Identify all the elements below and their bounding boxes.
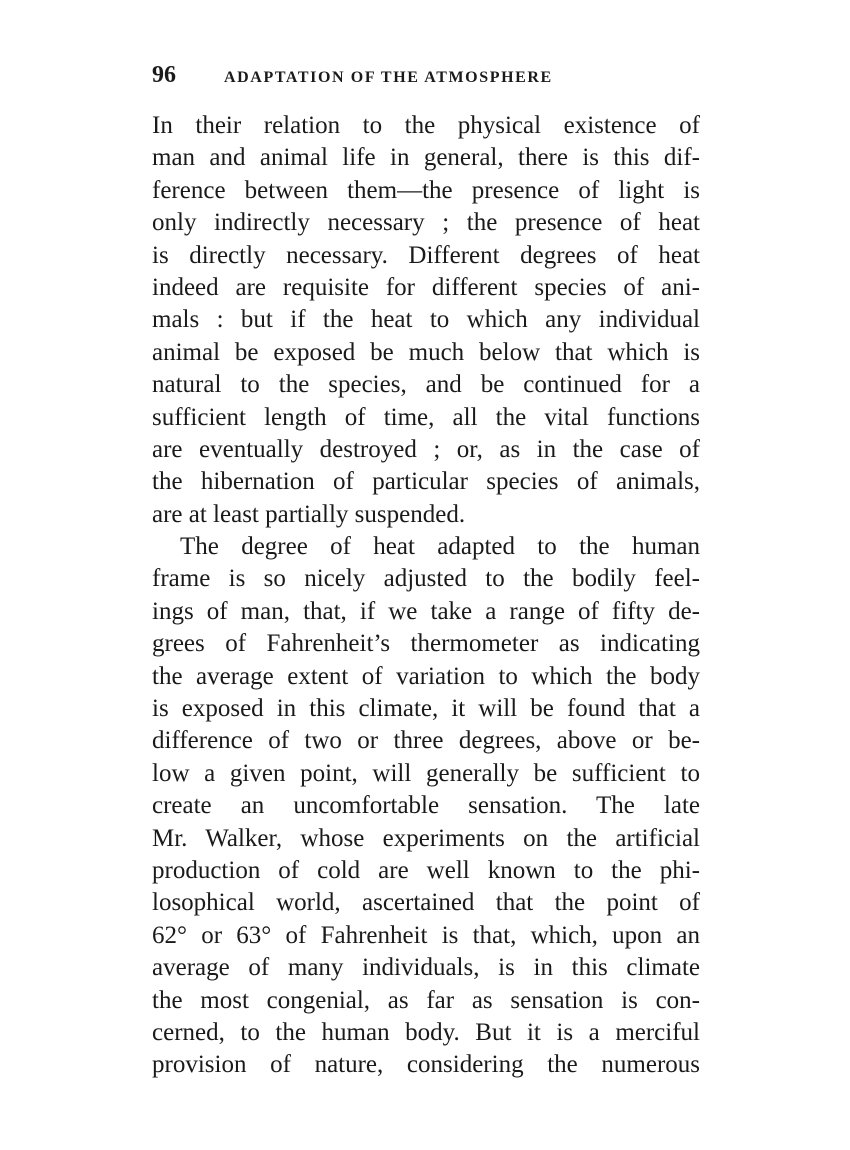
text-line: the most congenial, as far as sensation is con- bbox=[152, 986, 700, 1014]
paragraph-1 bbox=[152, 110, 700, 531]
text-line: low a given point, will generally be sufficient to bbox=[152, 759, 700, 787]
book-page bbox=[152, 62, 700, 1082]
text-line: Mr. Walker, whose experiments on the artificial bbox=[152, 824, 700, 852]
text-line: production of cold are well known to the phi- bbox=[152, 856, 700, 884]
text-line: man and animal life in general, there is this dif- bbox=[152, 144, 700, 172]
text-line: difference of two or three degrees, above or be- bbox=[152, 727, 700, 755]
text-line: create an uncomfortable sensation. The late bbox=[152, 792, 700, 820]
text-line: is exposed in this climate, it will be found that a bbox=[152, 695, 700, 723]
text-line: ings of man, that, if we take a range of fifty de- bbox=[152, 597, 700, 625]
text-line: the average extent of variation to which the body bbox=[152, 662, 700, 690]
text-line: frame is so nicely adjusted to the bodily feel- bbox=[152, 565, 700, 593]
text-line: are eventually destroyed ; or, as in the case of bbox=[152, 435, 700, 463]
text-line: The degree of heat adapted to the human bbox=[180, 533, 700, 561]
text-line: only indirectly necessary ; the presence of heat bbox=[152, 209, 700, 237]
text-line: cerned, to the human body. But it is a merciful bbox=[152, 1018, 700, 1046]
text-line: are at least partially suspended. bbox=[152, 500, 466, 528]
paragraph-2 bbox=[152, 531, 700, 1082]
text-line: indeed are requisite for different species of ani- bbox=[152, 273, 700, 301]
text-line: sufficient length of time, all the vital functions bbox=[152, 403, 700, 431]
text-line: In their relation to the physical existence of bbox=[152, 112, 700, 139]
text-line: average of many individuals, is in this climate bbox=[152, 954, 700, 982]
text-line: grees of Fahrenheit’s thermometer as indicating bbox=[152, 630, 700, 658]
text-line: provision of nature, considering the numerous bbox=[152, 1051, 700, 1079]
text-line: ference between them—the presence of light is bbox=[152, 176, 700, 204]
text-line: animal be exposed be much below that which is bbox=[152, 338, 700, 366]
text-line: losophical world, ascertained that the point of bbox=[152, 889, 700, 917]
running-title: ADAPTATION OF THE ATMOSPHERE bbox=[224, 69, 553, 86]
text-line: the hibernation of particular species of animals, bbox=[152, 468, 700, 496]
text-line: mals : but if the heat to which any individual bbox=[152, 306, 700, 334]
page-number: 96 bbox=[152, 62, 176, 88]
text-line: natural to the species, and be continued for a bbox=[152, 371, 700, 399]
text-line: 62° or 63° of Fahrenheit is that, which, upon an bbox=[152, 921, 700, 949]
running-head bbox=[152, 62, 700, 102]
text-line: is directly necessary. Different degrees of heat bbox=[152, 241, 700, 269]
